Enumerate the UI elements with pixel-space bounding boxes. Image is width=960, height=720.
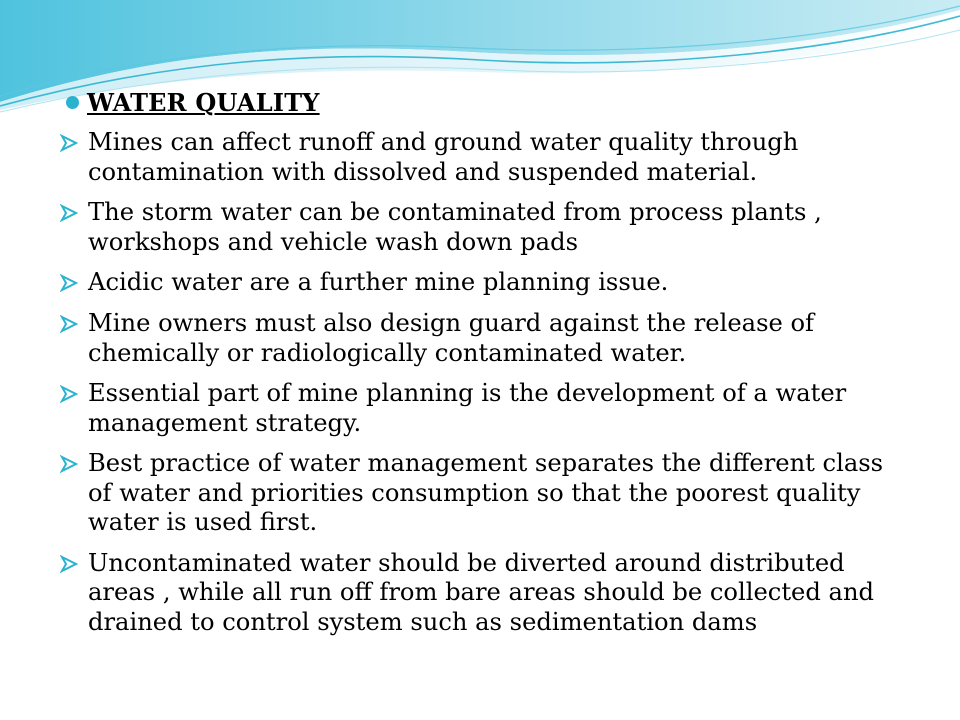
- arrow-bullet-icon: [60, 128, 82, 158]
- bullet-text: The storm water can be contaminated from process plants , workshops and vehicle wash down pads: [88, 198, 822, 256]
- bullet-item: [60, 449, 900, 538]
- bullet-text: Best practice of water management separates the different class of water and priorities consumption so that the poorest quality water is used first.: [88, 449, 884, 536]
- heading-row: [60, 88, 900, 117]
- bullet-item: [60, 128, 900, 187]
- bullet-text: Acidic water are a further mine planning issue.: [88, 268, 669, 296]
- bullet-item: [60, 379, 900, 438]
- bullet-text: Mine owners must also design guard against the release of chemically or radiologically contaminated water.: [88, 309, 815, 367]
- bullet-text: Mines can affect runoff and ground water quality through contamination with dissolved and suspended material.: [88, 128, 799, 186]
- arrow-bullet-icon: [60, 309, 82, 339]
- bullet-list: [60, 128, 900, 637]
- bullet-item: [60, 549, 900, 638]
- slide-heading: WATER QUALITY: [87, 88, 320, 117]
- bullet-item: [60, 268, 900, 298]
- arrow-bullet-icon: [60, 379, 82, 409]
- bullet-text: Uncontaminated water should be diverted around distributed areas , while all run off from bare areas should be collected and drained to control system such as sedimentation dams: [88, 548, 875, 636]
- arrow-bullet-icon: [60, 449, 82, 479]
- arrow-bullet-icon: [60, 198, 82, 228]
- arrow-bullet-icon: [60, 268, 82, 298]
- dot-bullet-icon: [66, 96, 79, 109]
- slide-content: [60, 88, 900, 648]
- bullet-text: Essential part of mine planning is the development of a water management strategy.: [88, 379, 847, 437]
- bullet-item: [60, 309, 900, 368]
- arrow-bullet-icon: [60, 549, 82, 579]
- bullet-item: [60, 198, 900, 257]
